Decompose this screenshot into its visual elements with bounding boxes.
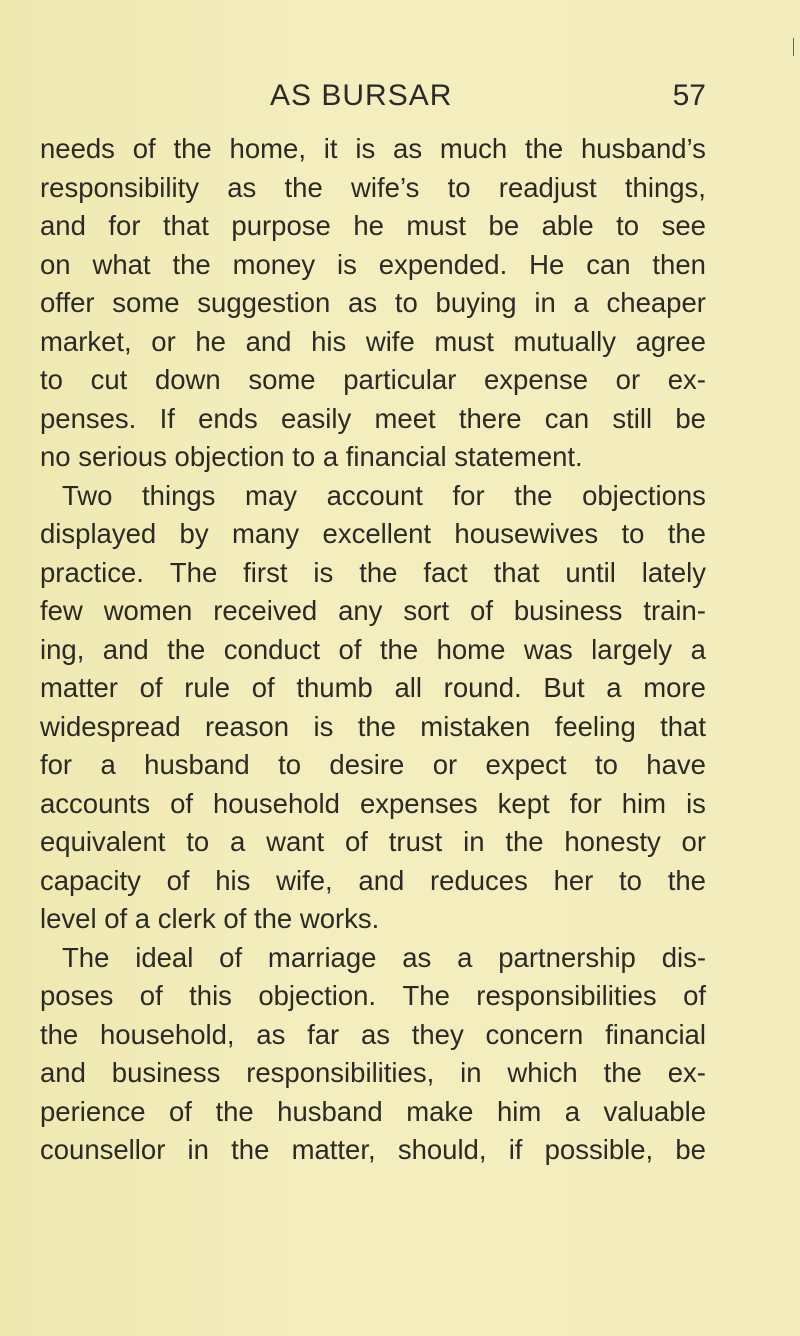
word: particular	[343, 364, 457, 395]
running-title: AS BURSAR	[270, 79, 453, 112]
word: poses	[40, 980, 114, 1011]
word: meet	[374, 402, 436, 434]
word: counsellor	[40, 1134, 166, 1165]
word: of	[132, 133, 156, 164]
word: the	[524, 133, 564, 164]
word: see	[661, 210, 706, 241]
word: as	[360, 1018, 390, 1050]
word: offer	[40, 287, 95, 318]
word: excellent	[322, 518, 432, 549]
text-line	[40, 708, 706, 747]
word: him	[496, 1095, 542, 1127]
text-line: no serious objection to a financial statement.	[40, 441, 583, 472]
text-line	[40, 400, 706, 439]
word: partnership	[498, 941, 636, 973]
word: He	[529, 248, 565, 280]
word: in	[187, 1134, 209, 1165]
word: Two	[62, 479, 113, 511]
word: expense	[484, 364, 588, 395]
word: have	[646, 749, 706, 780]
word: or	[432, 749, 458, 780]
word: husband	[277, 1095, 383, 1127]
word: may	[245, 479, 297, 511]
word: be	[675, 402, 706, 434]
word: concern	[485, 1018, 584, 1050]
word: to	[619, 864, 642, 896]
word: for	[40, 749, 73, 780]
text-line	[40, 669, 706, 708]
word: sort	[403, 595, 450, 626]
word: should,	[397, 1134, 487, 1165]
text-line: level of a clerk of the works.	[40, 903, 380, 934]
word: of	[251, 672, 275, 703]
word: be	[675, 1134, 706, 1165]
word: perience	[40, 1095, 146, 1127]
word: the	[357, 710, 396, 742]
word: ends	[198, 402, 258, 434]
word: he	[195, 325, 226, 357]
word: or	[681, 826, 706, 857]
margin-mark	[793, 38, 794, 56]
word: dis-	[661, 941, 706, 973]
word: market,	[40, 325, 132, 357]
word: of	[338, 633, 362, 665]
word: train-	[643, 595, 706, 626]
word: as	[227, 171, 257, 203]
word: business	[513, 595, 623, 626]
word: readjust	[498, 171, 597, 203]
word: reason	[205, 710, 290, 742]
word: husband	[144, 749, 250, 780]
text-line	[40, 361, 706, 400]
text-line	[40, 130, 706, 169]
word: financial	[605, 1018, 706, 1050]
word: of	[219, 941, 243, 973]
word: a	[564, 1095, 581, 1127]
word: The	[402, 980, 450, 1011]
word: must	[434, 325, 494, 357]
word: can	[586, 248, 631, 280]
word: was	[523, 633, 573, 665]
word: lately	[641, 556, 706, 588]
word: of	[139, 980, 163, 1011]
running-header	[40, 76, 706, 116]
word: to	[394, 287, 418, 318]
word: make	[406, 1095, 474, 1127]
word: if	[508, 1134, 523, 1165]
word: received	[213, 595, 318, 626]
word: the	[167, 633, 206, 665]
word: cut	[90, 364, 128, 395]
word: and	[102, 633, 149, 665]
word: kept	[497, 787, 550, 819]
word: is	[355, 133, 376, 164]
word: of	[470, 595, 493, 626]
word: this	[189, 980, 232, 1011]
word: the	[172, 248, 211, 280]
word: buying	[435, 287, 517, 318]
word: to	[621, 518, 645, 549]
word: conduct	[223, 633, 321, 665]
word: a	[573, 287, 589, 318]
word: cheaper	[606, 287, 706, 318]
word: ing,	[40, 633, 85, 665]
word: there	[458, 402, 522, 434]
word: expended.	[378, 248, 508, 280]
word: is	[313, 710, 334, 742]
word: of	[166, 864, 190, 896]
word: is	[337, 248, 357, 280]
word: ex-	[667, 364, 706, 395]
word: things,	[624, 171, 706, 203]
word: that	[493, 556, 540, 588]
word: of	[683, 980, 706, 1011]
word: husband’s	[581, 133, 706, 164]
word: capacity	[40, 864, 141, 896]
word: any	[338, 595, 383, 626]
word: much	[439, 133, 508, 164]
word: or	[615, 364, 641, 395]
word: a	[457, 941, 473, 973]
paragraph-first-line	[40, 477, 706, 516]
word: the	[505, 826, 544, 857]
text-line	[40, 592, 706, 631]
word: down	[154, 364, 221, 395]
word: money	[232, 248, 316, 280]
word: responsibilities	[476, 980, 657, 1011]
word: then	[652, 248, 706, 280]
text-line	[40, 246, 706, 285]
word: to	[447, 171, 471, 203]
word: and	[40, 1057, 86, 1088]
word: his	[311, 325, 347, 357]
word: some	[112, 287, 180, 318]
word: of	[345, 826, 368, 857]
word: responsibilities,	[246, 1057, 435, 1088]
word: honesty	[564, 826, 661, 857]
word: which	[507, 1057, 578, 1088]
word: feeling	[554, 710, 636, 742]
word: the	[215, 1095, 254, 1127]
paragraph-first-line	[40, 939, 706, 978]
word: for	[452, 479, 485, 511]
word: household,	[99, 1018, 235, 1050]
word: desire	[329, 749, 405, 780]
word: easily	[280, 402, 352, 434]
word: wife,	[276, 864, 333, 896]
word: her	[553, 864, 594, 896]
word: women	[103, 595, 193, 626]
word: round.	[443, 672, 522, 703]
word: what	[92, 248, 151, 280]
word: largely	[591, 633, 673, 665]
word: expenses	[359, 787, 478, 819]
word: a	[606, 672, 622, 703]
word: still	[612, 402, 653, 434]
word: the	[284, 171, 323, 203]
word: responsibility	[40, 171, 199, 203]
word: as	[256, 1018, 286, 1050]
word: the	[40, 1018, 79, 1050]
text-line	[40, 862, 706, 901]
word: many	[231, 518, 300, 549]
word: possible,	[544, 1134, 654, 1165]
text-line	[40, 1093, 706, 1132]
word: by	[179, 518, 209, 549]
word: first	[243, 556, 288, 588]
word: practice.	[40, 556, 144, 588]
word: to	[186, 826, 210, 857]
word: to	[594, 749, 618, 780]
word: household	[213, 787, 340, 819]
word: objections	[582, 479, 706, 511]
word: or	[151, 325, 176, 357]
word: far	[307, 1018, 340, 1050]
word: that	[163, 210, 209, 241]
word: as	[348, 287, 378, 318]
text-line	[40, 631, 706, 670]
word: few	[40, 595, 83, 626]
text-line	[40, 169, 706, 208]
word: as	[402, 941, 432, 973]
word: If	[159, 402, 175, 434]
word: rule	[184, 672, 231, 703]
text-line	[40, 977, 706, 1016]
text-line	[40, 823, 706, 862]
word: marriage	[267, 941, 377, 973]
word: account	[326, 479, 423, 511]
word: is	[313, 556, 334, 588]
word: thumb	[296, 672, 373, 703]
word: penses.	[40, 402, 137, 434]
word: the	[667, 518, 706, 549]
word: accounts	[40, 787, 151, 819]
word: that	[660, 710, 706, 742]
word: things	[142, 479, 216, 511]
word: fact	[423, 556, 468, 588]
word: the	[173, 133, 212, 164]
text-line	[40, 323, 706, 362]
word: he	[353, 210, 384, 241]
body-text	[40, 130, 706, 1170]
word: for	[108, 210, 141, 241]
word: him	[621, 787, 667, 819]
word: needs	[40, 133, 115, 164]
word: the	[514, 479, 553, 511]
word: agree	[635, 325, 706, 357]
text-line	[40, 207, 706, 246]
word: can	[544, 402, 590, 434]
word: able	[541, 210, 594, 241]
word: suggestion	[197, 287, 331, 318]
word: wife	[365, 325, 415, 357]
text-line	[40, 515, 706, 554]
word: ex-	[667, 1057, 706, 1088]
word: The	[62, 941, 110, 973]
text-line	[40, 785, 706, 824]
word: all	[394, 672, 422, 703]
text-line	[40, 1016, 706, 1055]
word: and	[245, 325, 292, 357]
word: want	[266, 826, 325, 857]
word: housewives	[454, 518, 599, 549]
word: home,	[229, 133, 306, 164]
word: must	[406, 210, 467, 241]
word: of	[169, 1095, 192, 1127]
word: a	[229, 826, 246, 857]
word: the	[603, 1057, 642, 1088]
word: the	[359, 556, 398, 588]
word: matter	[40, 672, 118, 703]
word: is	[686, 787, 706, 819]
word: as	[393, 133, 423, 164]
text-line	[40, 1131, 706, 1170]
word: mutually	[513, 325, 616, 357]
word: valuable	[603, 1095, 706, 1127]
word: in	[534, 287, 556, 318]
word: for	[569, 787, 602, 819]
word: widespread	[40, 710, 181, 742]
word: to	[278, 749, 302, 780]
word: in	[463, 826, 485, 857]
word: But	[543, 672, 585, 703]
word: of	[139, 672, 163, 703]
word: the	[667, 864, 706, 896]
word: objection.	[258, 980, 377, 1011]
word: a	[690, 633, 706, 665]
page-number: 57	[672, 79, 706, 112]
word: be	[488, 210, 520, 241]
word: they	[411, 1018, 464, 1050]
word: the	[379, 633, 419, 665]
word: and	[358, 864, 405, 896]
word: and	[40, 210, 86, 241]
word: matter,	[291, 1134, 376, 1165]
word: to	[40, 364, 63, 395]
word: a	[100, 749, 116, 780]
word: purpose	[231, 210, 331, 241]
text-line	[40, 746, 706, 785]
word: it	[323, 133, 338, 164]
word: trust	[388, 826, 443, 857]
word: mistaken	[420, 710, 531, 742]
word: ideal	[135, 941, 194, 973]
word: in	[460, 1057, 482, 1088]
word: The	[169, 556, 218, 588]
word: some	[248, 364, 316, 395]
word: home	[436, 633, 506, 665]
word: on	[40, 248, 71, 280]
text-line	[40, 554, 706, 593]
word: until	[565, 556, 616, 588]
word: equivalent	[40, 826, 166, 857]
word: his	[215, 864, 251, 896]
word: business	[111, 1057, 221, 1088]
text-line	[40, 1054, 706, 1093]
word: to	[616, 210, 640, 241]
word: wife’s	[351, 171, 420, 203]
word: more	[643, 672, 706, 703]
word: displayed	[40, 518, 157, 549]
word: the	[231, 1134, 270, 1165]
word: of	[170, 787, 194, 819]
text-line	[40, 284, 706, 323]
word: expect	[485, 749, 567, 780]
word: reduces	[430, 864, 528, 896]
